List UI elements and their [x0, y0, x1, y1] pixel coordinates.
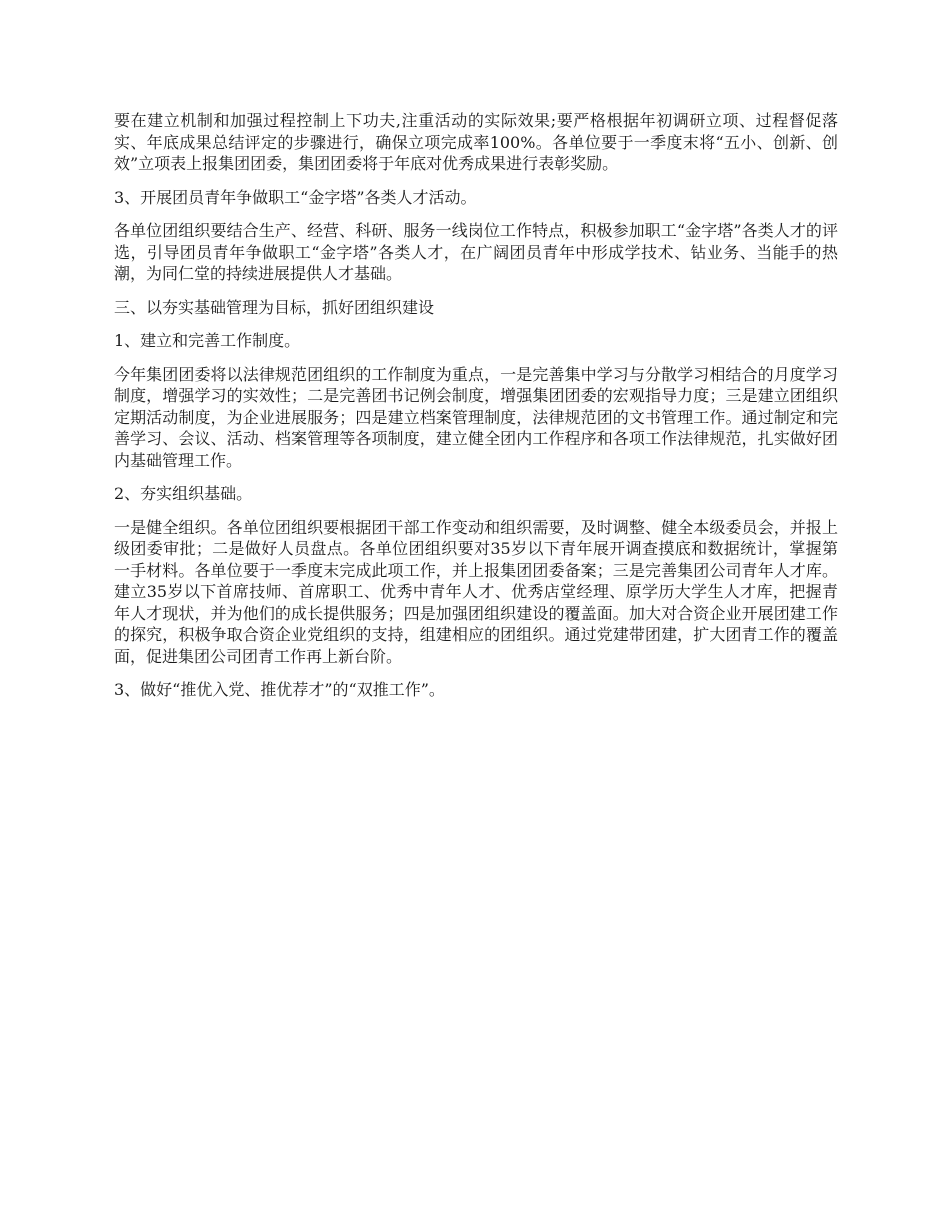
heading-double-recommendation: 3、做好“推优入党、推优荐才”的“双推工作”。: [114, 680, 445, 699]
paragraph-organization-foundation: 一是健全组织。各单位团组织要根据团干部工作变动和组织需要，及时调整、健全本级委员会，并报上级团委审批；二是做好人员盘点。各单位团组织要对35岁以下青年展开调查摸底和数据统计，掌握第一手材料。各单位要于一季度末完成此项工作，并上报集团团委备案；三是完善集团公司青年人才库。建立35岁以下首席技师、首席职工、优秀中青年人才、优秀店堂经理、原学历大学生人才库，把握青年人才现状，并为他们的成长提供服务；四是加强团组织建设的覆盖面。加大对合资企业开展团建工作的探究，积极争取合资企业党组织的支持，组建相应的团组织。通过党建带团建，扩大团青工作的覆盖面，促进集团公司团青工作再上新台阶。: [114, 517, 838, 666]
section-heading-organization: 三、以夯实基础管理为目标，抓好团组织建设: [114, 297, 435, 317]
heading-organization-foundation: 2、夯实组织基础。: [114, 484, 253, 503]
paragraph-talent-selection: 各单位团组织要结合生产、经营、科研、服务一线岗位工作特点，积极参加职工“金字塔”各类人才的评选，引导团员青年争做职工“金字塔”各类人才，在广阔团员青年中形成学技术、钻业务、当能手的热潮，为同仁堂的持续进展提供人才基础。: [114, 221, 838, 283]
paragraph-activity-effect: 要在建立机制和加强过程控制上下功夫,注重活动的实际效果;要严格根据年初调研立项、过程督促落实、年底成果总结评定的步骤进行，确保立项完成率100%。各单位要于一季度末将“五小、创新、创效”立项表上报集团团委，集团团委将于年底对优秀成果进行表彰奖励。: [114, 111, 838, 173]
heading-work-system: 1、建立和完善工作制度。: [114, 331, 301, 350]
paragraph-work-system: 今年集团团委将以法律规范团组织的工作制度为重点，一是完善集中学习与分散学习相结合的月度学习制度，增强学习的实效性；二是完善团书记例会制度，增强集团团委的宏观指导力度；三是建立团组织定期活动制度，为企业进展服务；四是建立档案管理制度，法律规范团的文书管理工作。通过制定和完善学习、会议、活动、档案管理等各项制度，建立健全团内工作程序和各项工作法律规范，扎实做好团内基础管理工作。: [114, 364, 838, 470]
heading-pyramid-talent: 3、开展团员青年争做职工“金字塔”各类人才活动。: [114, 187, 477, 207]
document-page: [114, 110, 838, 713]
